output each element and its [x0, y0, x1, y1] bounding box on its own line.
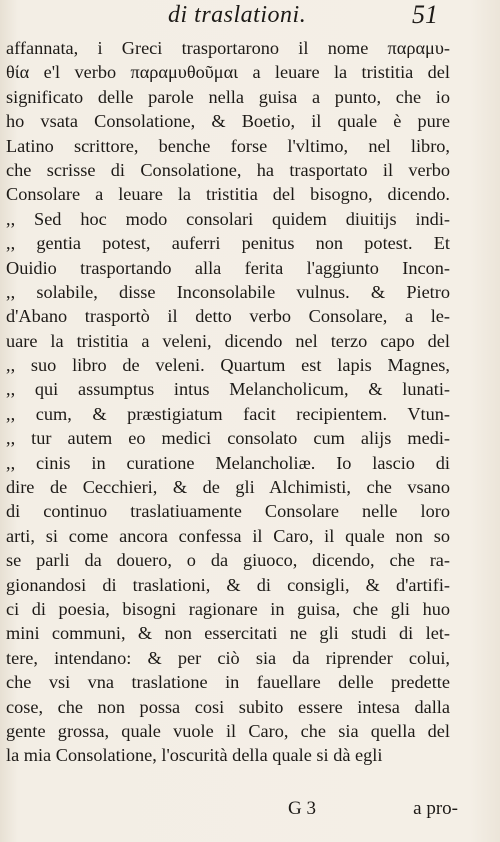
- text-line: gente grossa, quale vuole il Caro, che sia quella del: [6, 720, 450, 741]
- signature-mark: G 3: [288, 798, 316, 819]
- text-line: uare la tristitia a veleni, dicendo nel terzo capo del: [6, 330, 450, 351]
- text-line: ho vsata Consolatione, & Boetio, il quale è pure: [6, 111, 450, 132]
- text-line: se parli da douero, o da giuoco, dicendo, che ra-: [6, 550, 450, 571]
- text-line: affannata, i Greci trasportarono il nome παραμυ-: [6, 38, 450, 58]
- text-line: ,, solabile, disse Inconsolabile vulnus. & Pietro: [6, 281, 450, 302]
- text-line: che scrisse di Consolatione, ha trasportato il verbo: [6, 159, 450, 180]
- catchline: [288, 798, 458, 820]
- text-line: significato delle parole nella guisa a punto, che io: [6, 86, 450, 107]
- text-line: θία e'l verbo παραμυθοῦμαι a leuare la tristitia del: [6, 62, 450, 83]
- page-number: 51: [412, 0, 438, 29]
- text-line: la mia Consolatione, l'oscurità della quale si dà egli: [6, 745, 383, 766]
- text-line: Consolare a leuare la tristitia del bisogno, dicendo.: [6, 184, 450, 205]
- text-line: ci di poesia, bisogni ragionare in guisa, che gli huo: [6, 598, 450, 619]
- body-text: [6, 36, 450, 768]
- text-line: Ouidio trasportando alla ferita l'aggiunto Incon-: [6, 257, 450, 278]
- text-line: ,, cinis in curatione Melancholiæ. Io lascio di: [6, 452, 450, 473]
- text-line: ,, gentia potest, auferri penitus non potest. Et: [6, 233, 450, 254]
- text-line: cose, che non possa cosi subito essere intesa dalla: [6, 696, 450, 717]
- text-line: di continuo traslatiuamente Consolare nelle loro: [6, 501, 450, 522]
- text-line: arti, si come ancora confessa il Caro, il quale non so: [6, 525, 450, 546]
- text-line: ,, cum, & præstigiatum facit recipientem. Vtun-: [6, 403, 450, 424]
- catchword: a pro-: [413, 798, 458, 819]
- text-line: ,, Sed hoc modo consolari quidem diuitijs indi-: [6, 208, 450, 229]
- text-line: mini communi, & non essercitati ne gli studi di let-: [6, 623, 450, 644]
- text-line: ,, suo libro de veleni. Quartum est lapis Magnes,: [6, 355, 450, 376]
- running-title: di traslationi.: [168, 2, 307, 28]
- text-line: che vsi vna traslatione in fauellare delle predette: [6, 672, 450, 693]
- text-line: ,, tur autem eo medici consolato cum alijs medi-: [6, 428, 450, 449]
- text-line: d'Abano trasportò il detto verbo Consolare, a le-: [6, 306, 450, 327]
- text-line: Latino scrittore, benche forse l'vltimo, nel libro,: [6, 135, 450, 156]
- text-line: dire de Cecchieri, & de gli Alchimisti, che vsano: [6, 477, 450, 498]
- text-line: gionandosi di traslationi, & di consigli, & d'artifi-: [6, 574, 450, 595]
- running-head: [0, 0, 500, 36]
- text-line: ,, qui assumptus intus Melancholicum, & lunati-: [6, 379, 450, 400]
- text-line: tere, intendano: & per ciò sia da riprender colui,: [6, 647, 450, 668]
